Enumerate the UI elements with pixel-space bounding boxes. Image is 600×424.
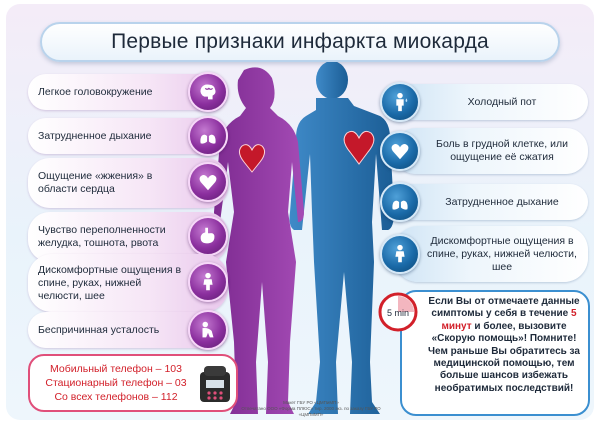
left-symptom-2: Затрудненное дыхание [28, 118, 228, 154]
right-symptom-2: Боль в грудной клетке, или ощущение её сжатия [394, 128, 588, 174]
right-symptom-4: Дискомфортные ощущения в спине, руках, нижней челюсти, шее [394, 226, 588, 282]
man-silhouette [290, 62, 395, 414]
timer-label: 5 min [386, 308, 410, 318]
timer-icon [378, 292, 418, 332]
phone-landline: Стационарный телефон – 03 [45, 377, 187, 389]
five-minutes-highlight: 5 минут [441, 308, 577, 332]
left-symptom-3: Ощущение «жжения» в области сердца [28, 158, 228, 208]
sitting-person-icon [188, 262, 228, 302]
brain-icon [188, 72, 228, 112]
footer-credits: Макет ГБУ РО «ЦМПиМП» Отпечатано ООО «Форма ПЛЮС» тир. 2000 экз. по заказу ГБУ РО «ЦМПиМП» [241, 400, 381, 417]
sweating-person-icon [380, 82, 420, 122]
heart-icon [380, 131, 420, 171]
heart-icon [188, 162, 228, 202]
telephone-icon [198, 364, 232, 404]
sitting-person-icon [380, 234, 420, 274]
left-symptom-5: Дискомфортные ощущения в спине, руках, нижней челюсти, шее [28, 254, 228, 312]
left-symptom-1: Легкое головокружение [28, 74, 228, 110]
right-symptom-1: Холодный пот [394, 84, 588, 120]
call-ambulance-info: Если Вы от отмечаете данные симптомы у себя в течение 5 минут и более, вызовите «Скорую помощь»! Помните! Чем раньше Вы обратитесь за медицинской помощью, тем больше шансов избежать необратимых последствий! [400, 290, 590, 416]
left-symptom-6: Беспричинная усталость [28, 312, 228, 348]
phone-all: Со всех телефонов – 112 [54, 391, 178, 403]
left-symptom-4: Чувство переполненности желудка, тошнота, рвота [28, 212, 228, 262]
lungs-icon [188, 116, 228, 156]
poster [6, 4, 594, 420]
page-title: Первые признаки инфаркта миокарда [111, 30, 489, 53]
tired-person-icon [188, 310, 228, 350]
title-banner [40, 22, 560, 62]
lungs-icon [380, 182, 420, 222]
phone-mobile: Мобильный телефон – 103 [50, 363, 182, 375]
right-symptom-3: Затрудненное дыхание [394, 184, 588, 220]
stomach-icon [188, 216, 228, 256]
